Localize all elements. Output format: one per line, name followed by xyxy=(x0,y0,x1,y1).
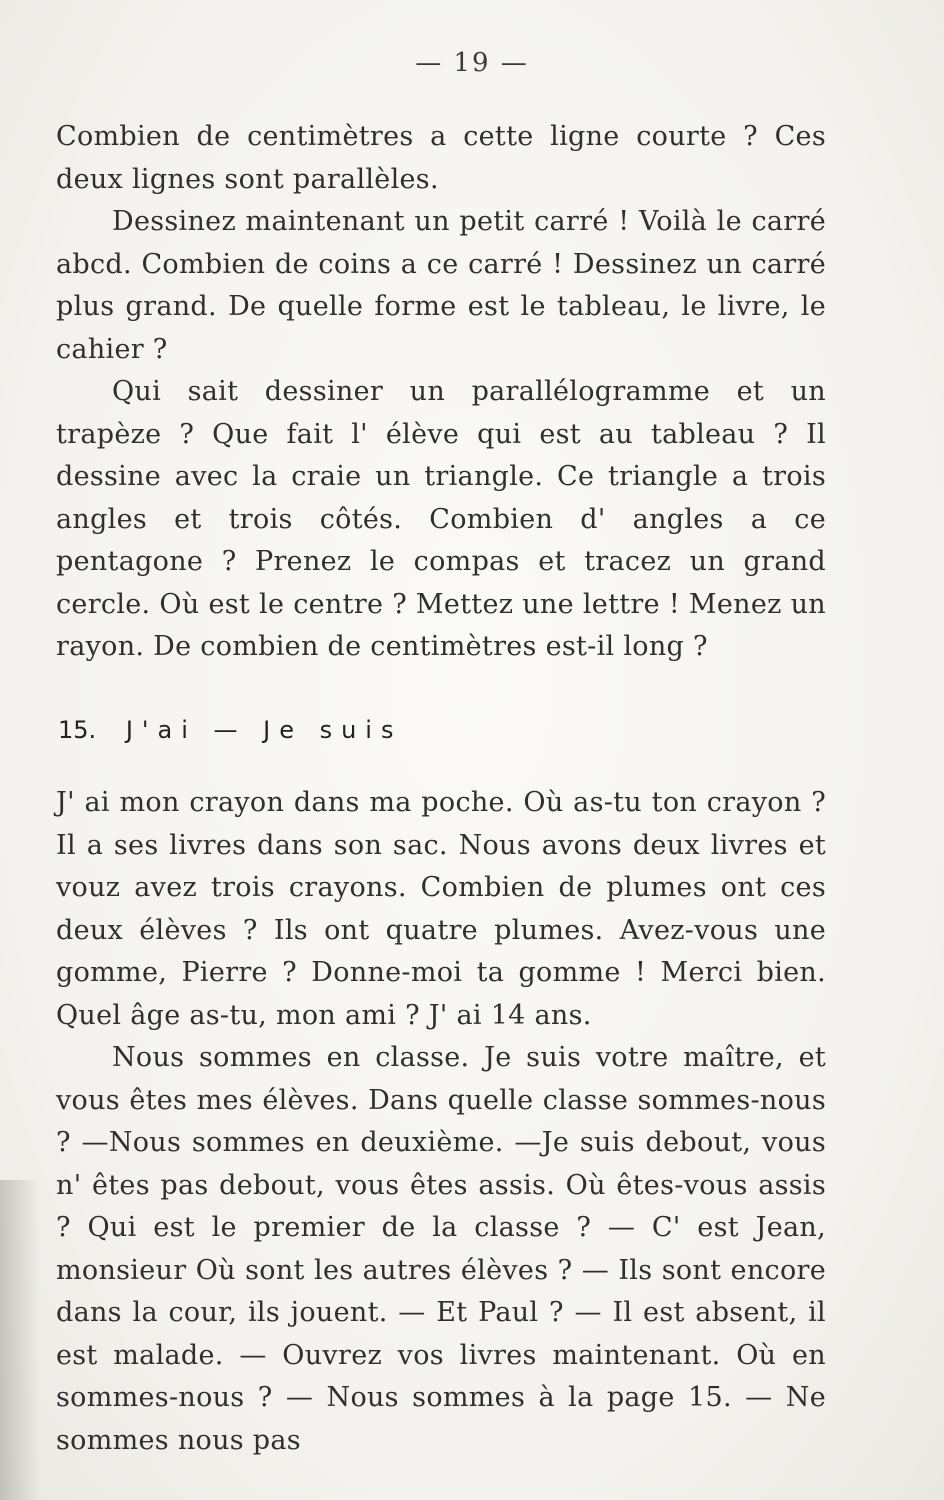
paragraph: Nous sommes en classe. Je suis votre maître, et vous êtes mes élèves. Dans quelle classe sommes-nous ? —Nous sommes en deuxième. —Je suis debout, vous n' êtes pas debout, vous êtes assis. Où êtes-vous assis ? Qui est le premier de la classe ? — C' est Jean, monsieur Où sont les autres élèves ? — Ils sont encore dans la cour, ils jouent. — Et Paul ? — Il est absent, il est malade. — Ouvrez vos livres maintenant. Où en sommes-nous ? — Nous sommes à la page 15. — Ne sommes nous pas xyxy=(56,1042,826,1456)
paragraph: Combien de centimètres a cette ligne courte ? Ces deux lignes sont parallèles. xyxy=(56,121,826,195)
lesson-number: 15. xyxy=(58,716,97,744)
worn-page-edge xyxy=(0,1180,40,1500)
paragraph: Qui sait dessiner un parallélogramme et un trapèze ? Que fait l' élève qui est au tableau ? Il dessine avec la craie un triangle. Ce triangle a trois angles et trois côtés. Combien d' angles a ce pentagone ? Prenez le compas et tracez un grand cercle. Où est le centre ? Mettez une lettre ! Menez un rayon. De combien de centimètres est-il long ? xyxy=(56,376,826,662)
paragraph: Dessinez maintenant un petit carré ! Voilà le carré abcd. Combien de coins a ce carré ! Dessinez un carré plus grand. De quelle forme est le tableau, le livre, le cahier ? xyxy=(56,206,826,365)
lesson-text-block xyxy=(56,782,826,1462)
lesson-heading xyxy=(58,716,402,744)
page-number: — 19 — xyxy=(415,48,529,78)
top-text-block xyxy=(56,116,826,669)
lesson-title: J'ai — Je suis xyxy=(125,716,403,744)
paragraph: J' ai mon crayon dans ma poche. Où as-tu ton crayon ? Il a ses livres dans son sac. Nous avons deux livres et vouz avez trois crayons. Combien de plumes ont ces deux élèves ? Ils ont quatre plumes. Avez-vous une gomme, Pierre ? Donne-moi ta gomme ! Merci bien. Quel âge as-tu, mon ami ? J' ai 14 ans. xyxy=(56,787,826,1031)
